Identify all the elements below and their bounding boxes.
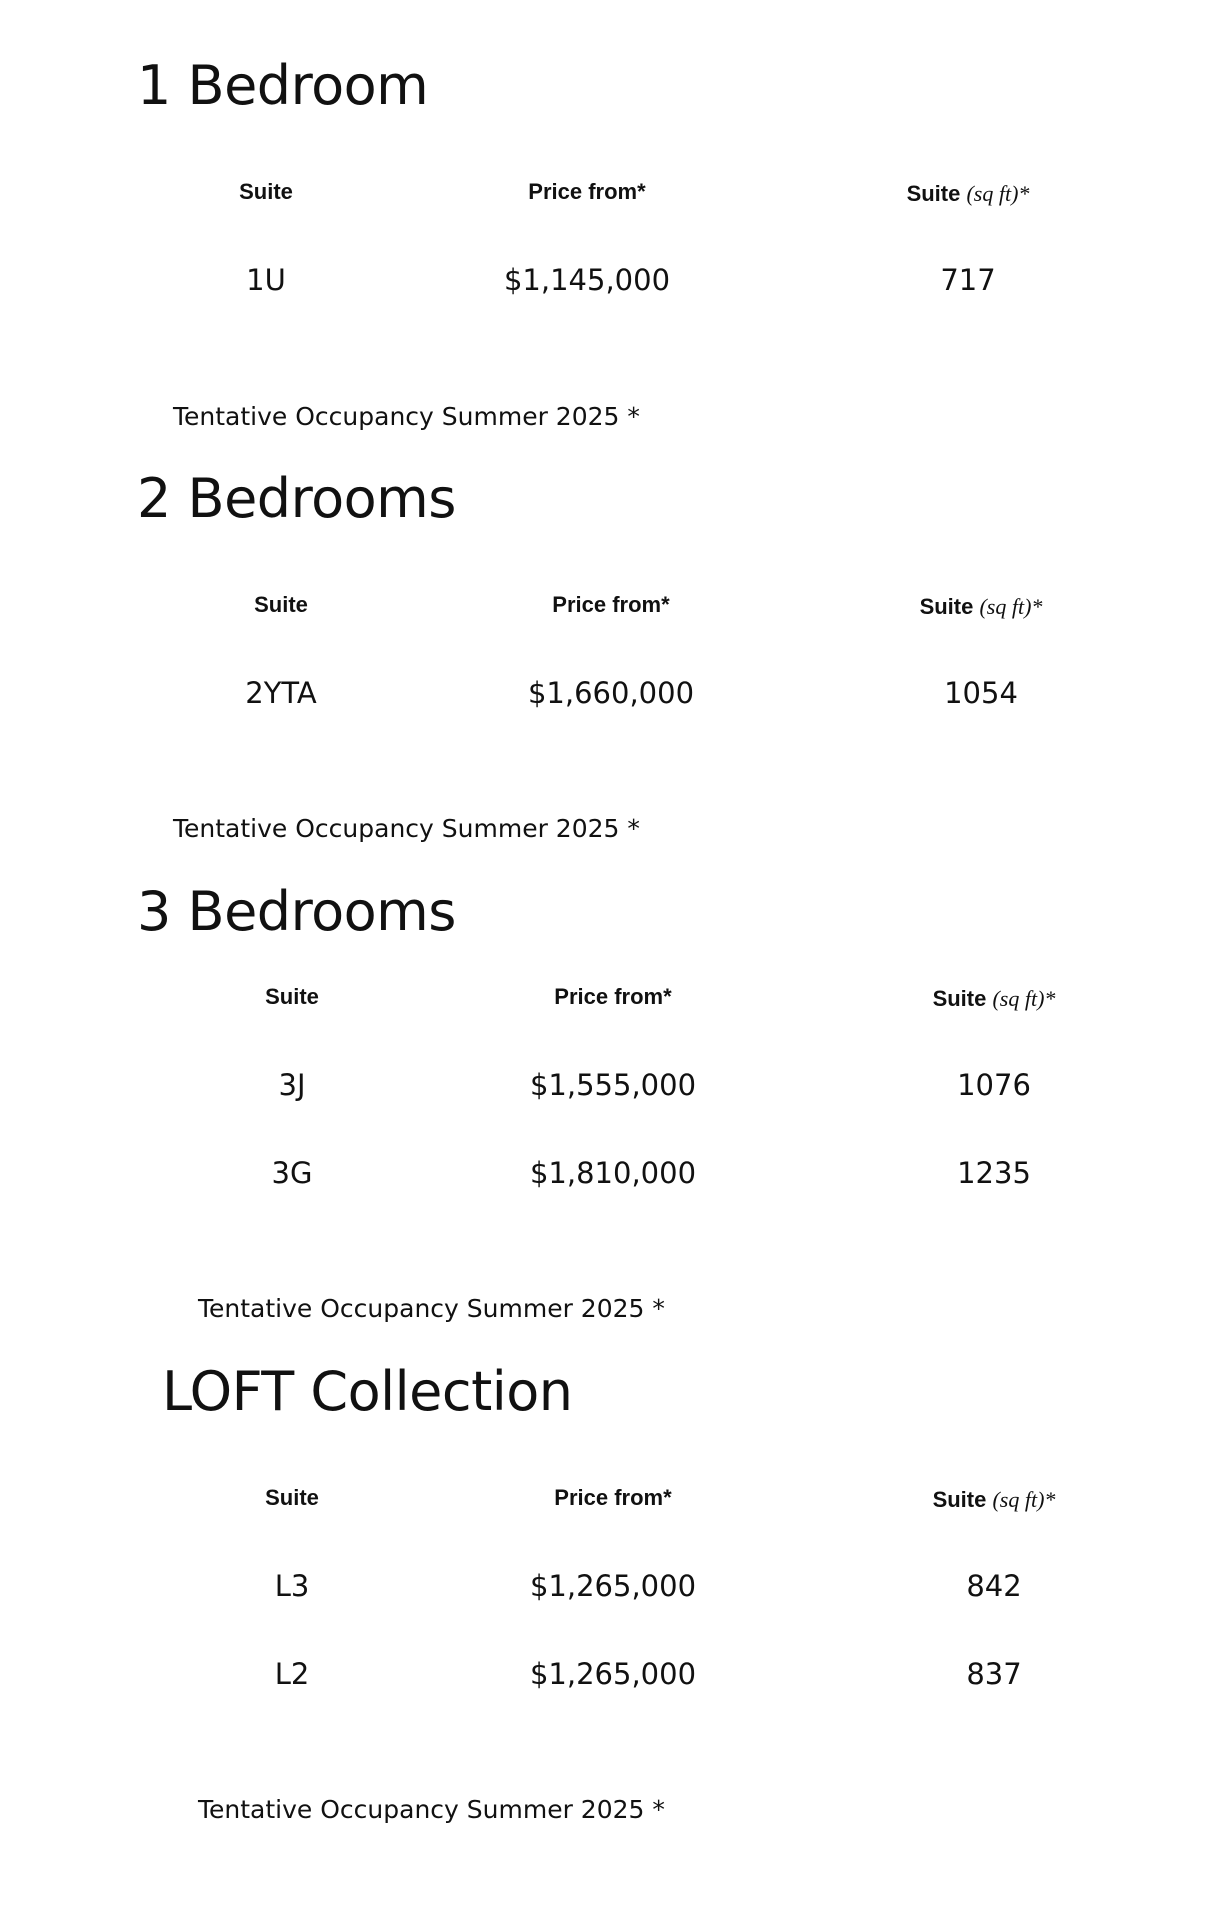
header-size-unit: (sq ft)* [992,986,1056,1011]
header-size [933,985,1056,1013]
section-title: 1 Bedroom [137,54,429,117]
row-suite: L2 [274,1657,310,1691]
row-size: 837 [966,1657,1022,1691]
row-price: $1,145,000 [503,263,671,297]
header-size-label: Suite [906,181,961,206]
section-title: 2 Bedrooms [137,467,456,530]
occupancy-note: Tentative Occupancy Summer 2025 * [198,1795,665,1824]
row-price: $1,660,000 [527,676,695,710]
header-price: Price from* [554,984,672,1009]
row-size: 1054 [944,676,1018,710]
occupancy-note: Tentative Occupancy Summer 2025 * [173,402,640,431]
header-size-label: Suite [919,594,974,619]
section-title: LOFT Collection [162,1360,573,1423]
header-suite: Suite [265,1485,319,1510]
header-suite: Suite [239,179,293,204]
header-size-unit: (sq ft)* [992,1487,1056,1512]
header-suite: Suite [254,592,308,617]
header-size-label: Suite [932,986,987,1011]
row-size: 1076 [957,1068,1031,1102]
row-suite: 3G [271,1156,313,1190]
row-size: 717 [940,263,996,297]
row-suite: 2YTA [245,676,317,710]
row-size: 842 [966,1569,1022,1603]
row-price: $1,265,000 [529,1569,697,1603]
row-price: $1,265,000 [529,1657,697,1691]
header-size-label: Suite [932,1487,987,1512]
section-title: 3 Bedrooms [137,880,456,943]
row-price: $1,810,000 [529,1156,697,1190]
header-size-unit: (sq ft)* [966,181,1030,206]
header-size [920,593,1043,621]
header-size [907,180,1030,208]
header-price: Price from* [552,592,670,617]
occupancy-note: Tentative Occupancy Summer 2025 * [198,1294,665,1323]
header-suite: Suite [265,984,319,1009]
header-price: Price from* [554,1485,672,1510]
header-size-unit: (sq ft)* [979,594,1043,619]
row-price: $1,555,000 [529,1068,697,1102]
row-suite: 3J [278,1068,306,1102]
row-size: 1235 [957,1156,1031,1190]
row-suite: 1U [246,263,286,297]
row-suite: L3 [274,1569,310,1603]
header-price: Price from* [528,179,646,204]
header-size [933,1486,1056,1514]
occupancy-note: Tentative Occupancy Summer 2025 * [173,814,640,843]
